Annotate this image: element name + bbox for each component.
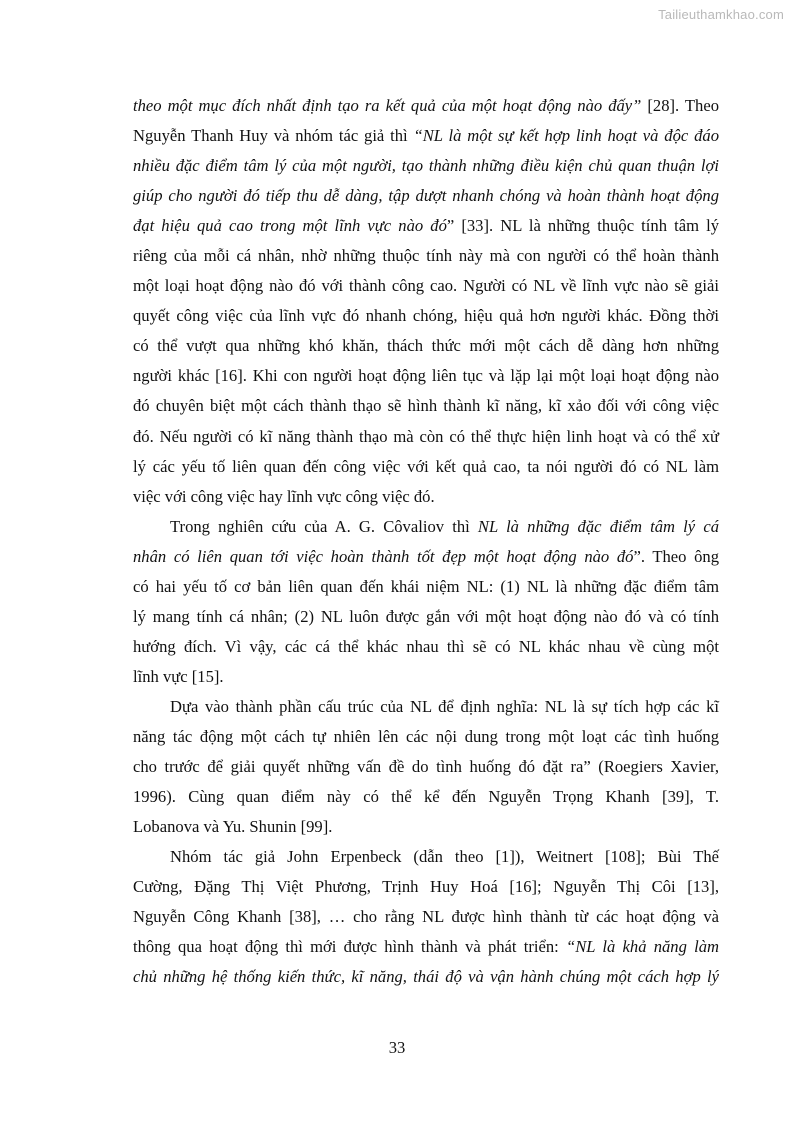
text-run: 1996). Cùng quan điểm này có thể kể đến Nguyễn Trọng Khanh [39], T. [133,787,719,807]
text-run: đó. Nếu người có kĩ năng thành thạo mà còn có thể thực hiện linh hoạt và có thể xử [133,426,719,446]
text-line [133,181,719,211]
text-run: năng tác động một cách tự nhiên lên các nội dung trong một loạt các tình huống [133,726,719,746]
text-line [133,902,719,932]
text-line [133,812,719,842]
text-line [133,662,719,692]
text-line [133,692,719,722]
text-line [133,782,719,812]
text-line [133,602,719,632]
text-run: ”. Theo ông [633,546,719,566]
text-run: Cường, Đặng Thị Việt Phương, Trịnh Huy Hoá [16]; Nguyễn Thị Côi [13], [133,877,719,897]
text-line [133,151,719,181]
italic-run: “NL là khả năng làm [565,937,720,957]
text-line [133,722,719,752]
text-line [133,752,719,782]
text-line [133,361,719,391]
text-line [133,482,719,512]
body-text [133,91,719,992]
text-run: Trong nghiên cứu của A. G. Côvaliov thì [170,516,478,536]
text-run: đó chuyên biệt một cách thành thạo sẽ hình thành kĩ năng, kĩ xảo đối với công việc [133,396,719,416]
watermark-text: Tailieuthamkhao.com [658,7,784,22]
text-run: [28]. Theo [641,96,719,115]
text-run: quyết công việc của lĩnh vực đó nhanh chóng, hiệu quả hơn người khác. Đồng thời [133,306,719,326]
text-run: cho trước để giải quyết những vấn đề do tình huống đó đặt ra” (Roegiers Xavier, [133,757,719,777]
text-line [133,121,719,151]
text-run: thông qua hoạt động thì mới được hình thành và phát triển: [133,937,566,957]
italic-run: nhiều đặc điểm tâm lý của một người, tạo thành những điều kiện chủ quan thuận lợi [133,156,719,176]
text-line [133,211,719,241]
text-run: ” [33]. NL là những thuộc tính tâm lý [446,216,719,236]
text-line [133,301,719,331]
text-line [133,872,719,902]
text-line [133,512,719,542]
text-line [133,842,719,872]
text-run: Lobanova và Yu. Shunin [99]. [133,817,333,837]
text-run: có hai yếu tố cơ bản liên quan đến khái niệm NL: (1) NL là những đặc điểm tâm [133,576,719,596]
text-run: người khác [16]. Khi con người hoạt động liên tục và lặp lại một loại hoạt động nào [133,366,719,386]
italic-run: “NL là một sự kết hợp linh hoạt và độc đáo [413,126,719,146]
text-run: Nguyễn Công Khanh [38], … cho rằng NL được hình thành từ các hoạt động và [133,907,719,927]
page-number: 33 [388,1038,406,1057]
text-line [133,271,719,301]
text-run: một loại hoạt động nào đó với thành công cao. Người có NL về lĩnh vực nào sẽ giải [133,276,719,296]
text-line [133,542,719,572]
text-run: lý các yếu tố liên quan đến công việc với kết quả cao, ta nói người đó có NL làm [133,456,719,476]
italic-run: theo một mục đích nhất định tạo ra kết quả của một hoạt động nào đấy” [133,96,642,115]
italic-run: giúp cho người đó tiếp thu dễ dàng, tập dượt nhanh chóng và hoàn thành hoạt động [133,186,719,206]
italic-run: đạt hiệu quả cao trong một lĩnh vực nào đó [133,216,447,236]
text-run: riêng của mỗi cá nhân, nhờ những thuộc tính này mà con người có thể hoàn thành [133,246,719,266]
text-run: Nguyễn Thanh Huy và nhóm tác giả thì [133,126,414,146]
text-run: việc với công việc hay lĩnh vực công việc đó. [133,486,435,506]
text-run: Dựa vào thành phần cấu trúc của NL để định nghĩa: NL là sự tích hợp các kĩ [170,696,719,716]
text-line [133,241,719,271]
text-line [133,91,719,121]
text-line [133,962,719,992]
text-run: lĩnh vực [15]. [133,666,224,686]
text-line [133,632,719,662]
text-line [133,422,719,452]
text-line [133,572,719,602]
text-line [133,331,719,361]
text-line [133,932,719,962]
text-run: Nhóm tác giả John Erpenbeck (dẫn theo [1]), Weitnert [108]; Bùi Thế [170,847,719,867]
text-line [133,452,719,482]
italic-run: chủ những hệ thống kiến thức, kĩ năng, thái độ và vận hành chúng một cách hợp lý [133,967,719,987]
text-line [133,391,719,421]
italic-run: NL là những đặc điểm tâm lý cá [477,516,719,536]
text-run: lý mang tính cá nhân; (2) NL luôn được gắn với một hoạt động nào đó và có tính [133,606,719,626]
italic-run: nhân có liên quan tới việc hoàn thành tốt đẹp một hoạt động nào đó [133,546,634,566]
text-run: có thể vượt qua những khó khăn, thách thức mới một cách dễ dàng hơn những [133,336,719,356]
text-run: hướng đích. Vì vậy, các cá thể khác nhau thì sẽ có NL khác nhau về cùng một [133,636,719,656]
